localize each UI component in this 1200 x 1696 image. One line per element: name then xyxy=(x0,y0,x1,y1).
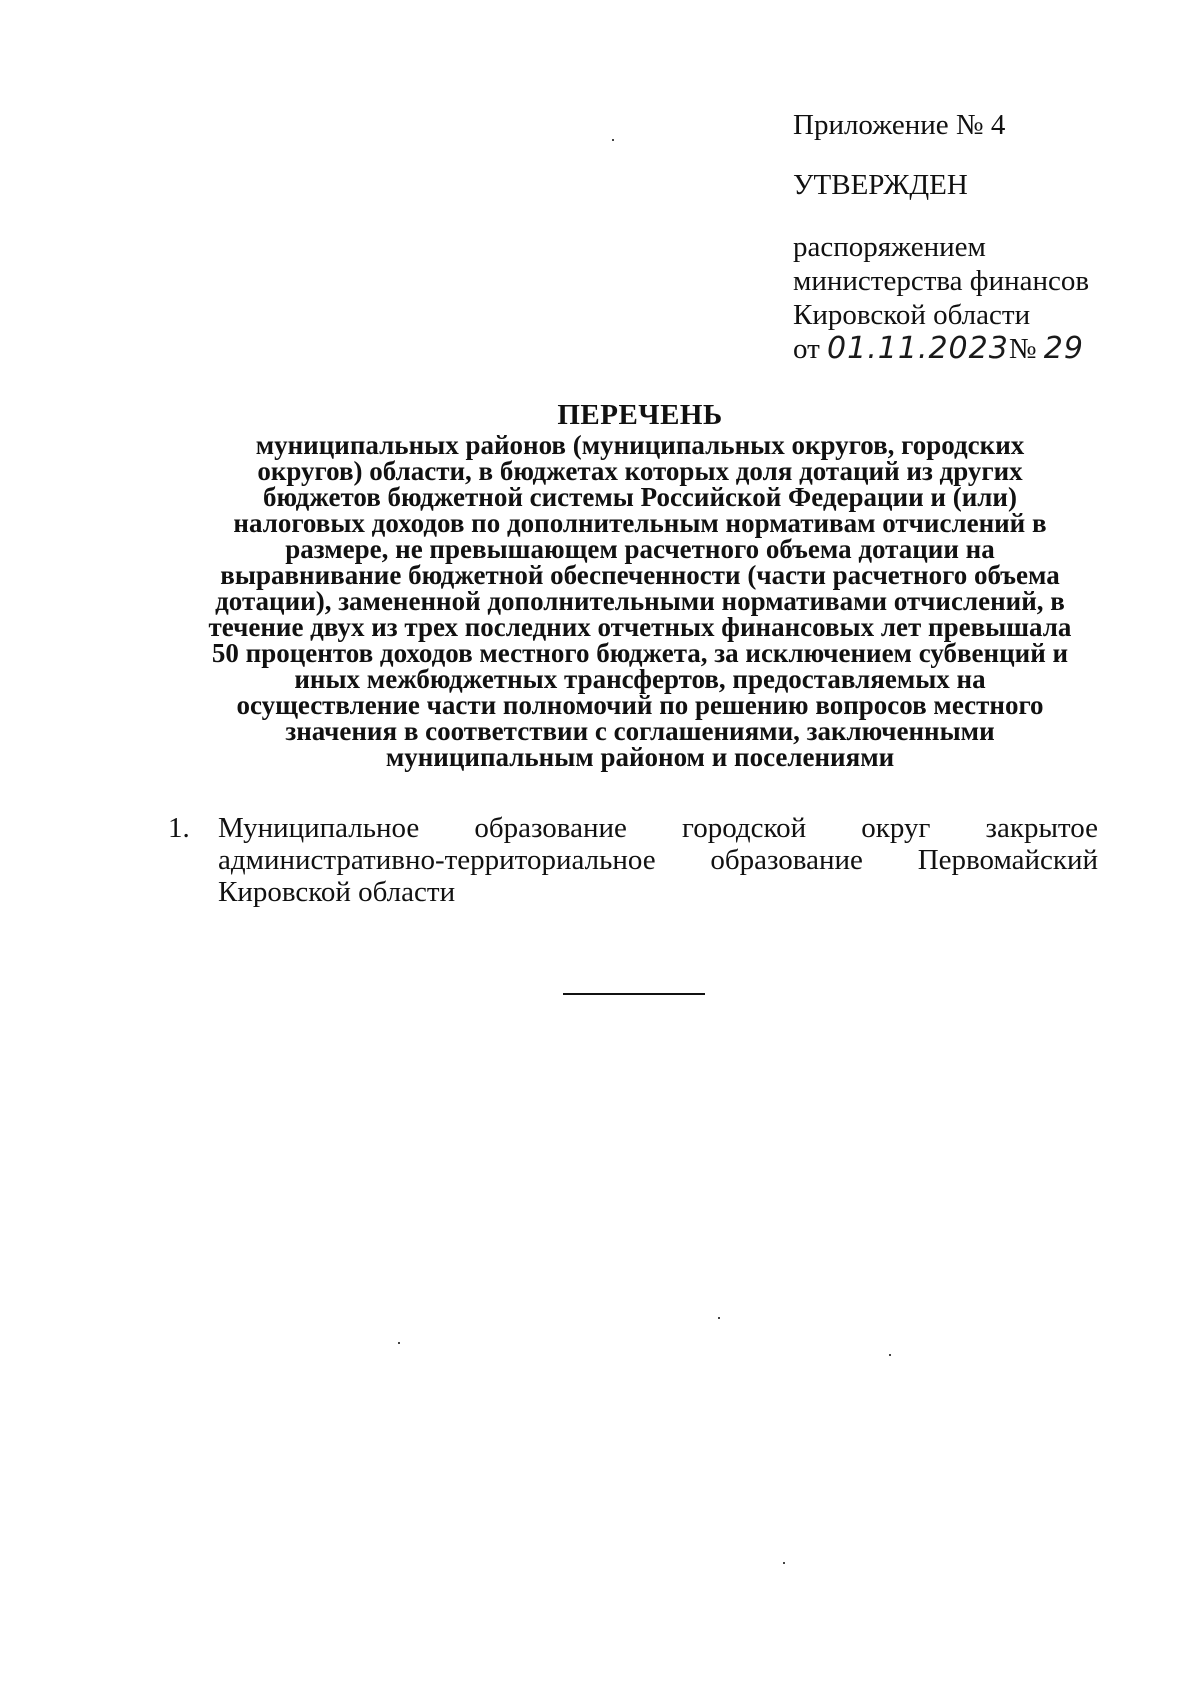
approved-label: УТВЕРЖДЕН xyxy=(793,169,968,201)
approved-by-line-1: распоряжением xyxy=(793,231,986,263)
subtitle-line: дотации), замененной дополнительными нормативами отчислений, в xyxy=(215,586,1065,616)
document-title: ПЕРЕЧЕНЬ xyxy=(557,399,723,431)
subtitle-line: округов) области, в бюджетах которых доля дотаций из других xyxy=(257,456,1023,486)
subtitle-line: бюджетов бюджетной системы Российской Федерации и (или) xyxy=(263,482,1017,512)
subtitle-line: муниципальным районом и поселениями xyxy=(385,742,895,772)
scan-speck xyxy=(718,1317,720,1319)
word: округ xyxy=(861,812,931,844)
subtitle-line: размере, не превышающем расчетного объема дотации на xyxy=(285,534,995,564)
annex-number: Приложение № 4 xyxy=(793,109,1006,141)
list-item-line-3: Кировской области xyxy=(218,876,456,908)
subtitle-line: муниципальных районов (муниципальных округов, городских xyxy=(255,430,1025,460)
approval-date-line xyxy=(793,332,1133,366)
handwritten-date: 01.11.2023 xyxy=(827,331,1009,366)
word: Муниципальное xyxy=(218,812,420,844)
handwritten-number: 29 xyxy=(1043,331,1084,366)
date-prefix: от xyxy=(793,333,828,365)
subtitle-line: 50 процентов доходов местного бюджета, за исключением субвенций и xyxy=(211,638,1069,668)
list-item-text xyxy=(218,812,1098,908)
approved-by-line-2: министерства финансов xyxy=(793,265,1090,297)
approval-stamp-block xyxy=(793,108,1133,366)
word: городской xyxy=(682,812,807,844)
list-item xyxy=(168,812,1098,908)
scan-speck xyxy=(889,1354,891,1356)
scan-speck xyxy=(783,1562,785,1564)
subtitle-line: течение двух из трех последних отчетных финансовых лет превышала xyxy=(208,612,1072,642)
subtitle-line: выравнивание бюджетной обеспеченности (части расчетного объема xyxy=(220,560,1060,590)
scan-speck xyxy=(612,139,614,141)
approved-by-line-3: Кировской области xyxy=(793,299,1031,331)
subtitle-line: налоговых доходов по дополнительным нормативам отчислений в xyxy=(233,508,1047,538)
document-heading xyxy=(150,398,1130,770)
municipality-list xyxy=(168,812,1098,908)
list-item-number: 1. xyxy=(168,812,190,844)
word: образование xyxy=(474,812,627,844)
document-subtitle xyxy=(150,432,1130,770)
end-divider xyxy=(563,993,705,995)
scan-speck xyxy=(398,1342,400,1344)
subtitle-line: иных межбюджетных трансфертов, предоставляемых на xyxy=(294,664,986,694)
word: административно-территориальное xyxy=(218,844,656,876)
word: закрытое xyxy=(985,812,1098,844)
word: образование xyxy=(710,844,863,876)
subtitle-line: значения в соответствии с соглашениями, заключенными xyxy=(285,716,995,746)
number-label: № xyxy=(1008,333,1044,365)
subtitle-line: осуществление части полномочий по решению вопросов местного xyxy=(236,690,1044,720)
list-item-line-2 xyxy=(218,844,1098,876)
list-item-line-1 xyxy=(218,812,1098,844)
word: Первомайский xyxy=(917,844,1098,876)
